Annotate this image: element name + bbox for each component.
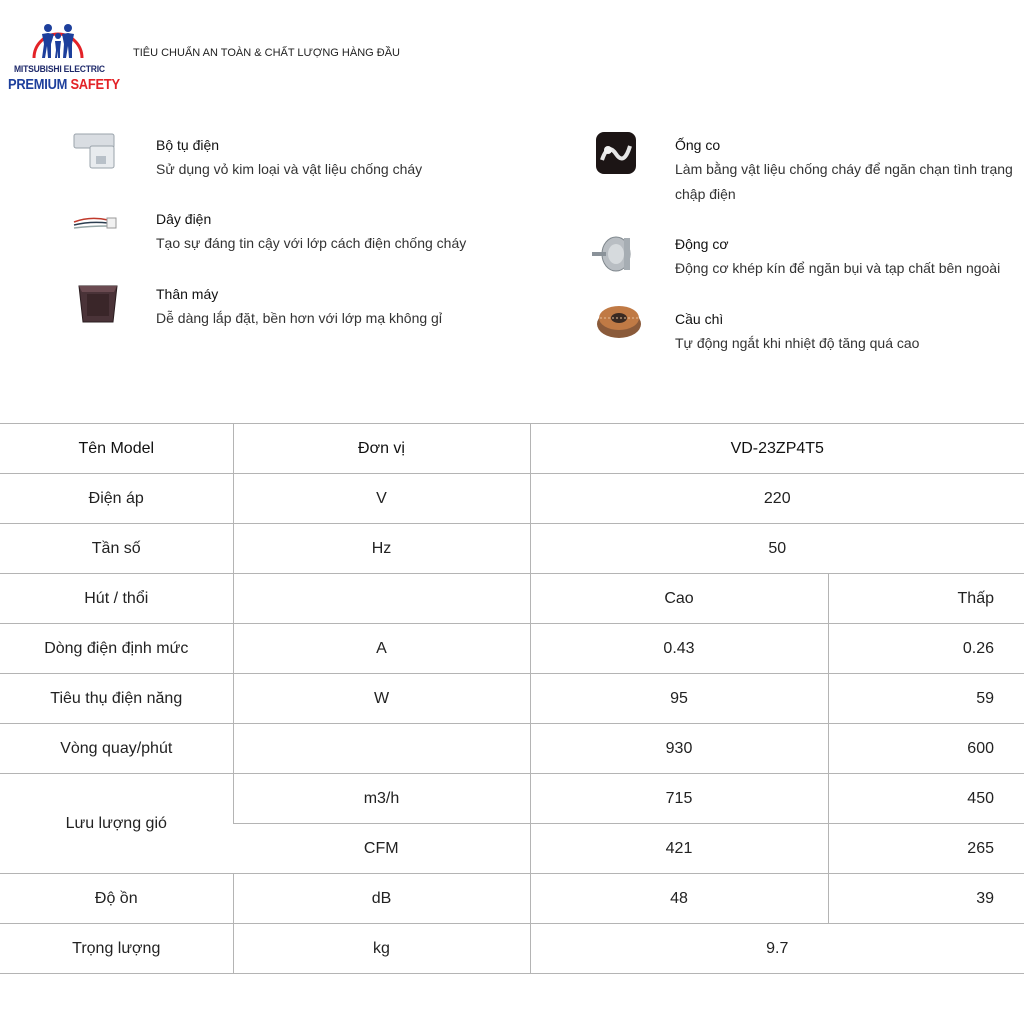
row-value: 220: [530, 474, 1024, 524]
feature-title: Động cơ: [675, 236, 729, 252]
feature-description: Động cơ khép kín để ngăn bụi và tạp chất bên ngoài: [675, 260, 1001, 276]
row-unit: kg: [233, 924, 530, 974]
row-label: Độ ồn: [0, 874, 233, 924]
tube-icon: [594, 130, 644, 180]
row-value-low: 450: [828, 774, 1024, 824]
header-tagline: TIÊU CHUẨN AN TOÀN & CHẤT LƯỢNG HÀNG ĐẦU: [133, 47, 400, 59]
row-value-high: 930: [530, 724, 828, 774]
logo-brand-text: MITSUBISHI ELECTRIC: [14, 64, 105, 74]
family-icon: [28, 14, 88, 64]
row-unit: m3/h: [233, 774, 530, 824]
row-unit: V: [233, 474, 530, 524]
logo-premium-safety-text: [8, 76, 120, 93]
table-row: [0, 574, 1024, 624]
row-value: 9.7: [530, 924, 1024, 974]
row-unit: CFM: [233, 824, 530, 874]
row-unit: dB: [233, 874, 530, 924]
header-model-name: Tên Model: [0, 424, 233, 474]
table-row: [0, 774, 1024, 824]
row-label: Lưu lượng gió: [0, 774, 233, 874]
header-unit: Đơn vị: [233, 424, 530, 474]
row-label: Vòng quay/phút: [0, 724, 233, 774]
capacitor-icon: [70, 128, 120, 178]
feature-title: Cầu chì: [675, 311, 724, 327]
specification-table: [0, 423, 1024, 974]
row-value-high: 95: [530, 674, 828, 724]
feature-description: Làm bằng vật liệu chống cháy để ngăn chạn tình trạng chập điện: [675, 161, 1013, 202]
row-label: Tiêu thụ điện năng: [0, 674, 233, 724]
row-value-low: 59: [828, 674, 1024, 724]
motor-icon: [590, 228, 640, 278]
row-unit: [233, 724, 530, 774]
logo-premium-word: PREMIUM: [8, 76, 71, 93]
row-value-high: 421: [530, 824, 828, 874]
row-value-low: Thấp: [828, 574, 1024, 624]
row-value-high: Cao: [530, 574, 828, 624]
feature-description: Dễ dàng lắp đặt, bền hơn với lớp mạ không gỉ: [156, 310, 442, 326]
fuse-icon: [594, 298, 644, 348]
feature-title: Bộ tụ điện: [156, 137, 220, 153]
row-value-low: 600: [828, 724, 1024, 774]
row-unit: [233, 574, 530, 624]
table-row: [0, 474, 1024, 524]
table-row: [0, 924, 1024, 974]
feature-title: Thân máy: [156, 286, 219, 302]
row-label: Dòng điện định mức: [0, 624, 233, 674]
table-row: [0, 524, 1024, 574]
row-label: Tần số: [0, 524, 233, 574]
row-value-low: 39: [828, 874, 1024, 924]
wire-icon: [70, 200, 120, 250]
feature-title: Dây điện: [156, 211, 212, 227]
row-value: 50: [530, 524, 1024, 574]
feature-description: Tự động ngắt khi nhiệt độ tăng quá cao: [675, 335, 920, 351]
row-label: Hút / thổi: [0, 574, 233, 624]
table-row: [0, 624, 1024, 674]
row-value-high: 0.43: [530, 624, 828, 674]
table-header-row: [0, 424, 1024, 474]
row-unit: W: [233, 674, 530, 724]
row-label: Điện áp: [0, 474, 233, 524]
feature-description: Tạo sự đáng tin cậy với lớp cách điện chống cháy: [156, 235, 467, 251]
row-label: Trọng lượng: [0, 924, 233, 974]
table-row: [0, 674, 1024, 724]
row-value-high: 715: [530, 774, 828, 824]
row-value-low: 265: [828, 824, 1024, 874]
table-row: [0, 874, 1024, 924]
feature-description: Sử dụng vỏ kim loại và vật liệu chống cháy: [156, 161, 423, 177]
row-unit: A: [233, 624, 530, 674]
table-row: [0, 724, 1024, 774]
fan-body-icon: [73, 280, 123, 330]
row-value-high: 48: [530, 874, 828, 924]
logo-safety-word: SAFETY: [70, 76, 120, 93]
header-model-code: VD-23ZP4T5: [530, 424, 1024, 474]
mitsubishi-premium-safety-logo: [6, 14, 120, 98]
row-value-low: 0.26: [828, 624, 1024, 674]
row-unit: Hz: [233, 524, 530, 574]
feature-title: Ống co: [675, 137, 721, 153]
